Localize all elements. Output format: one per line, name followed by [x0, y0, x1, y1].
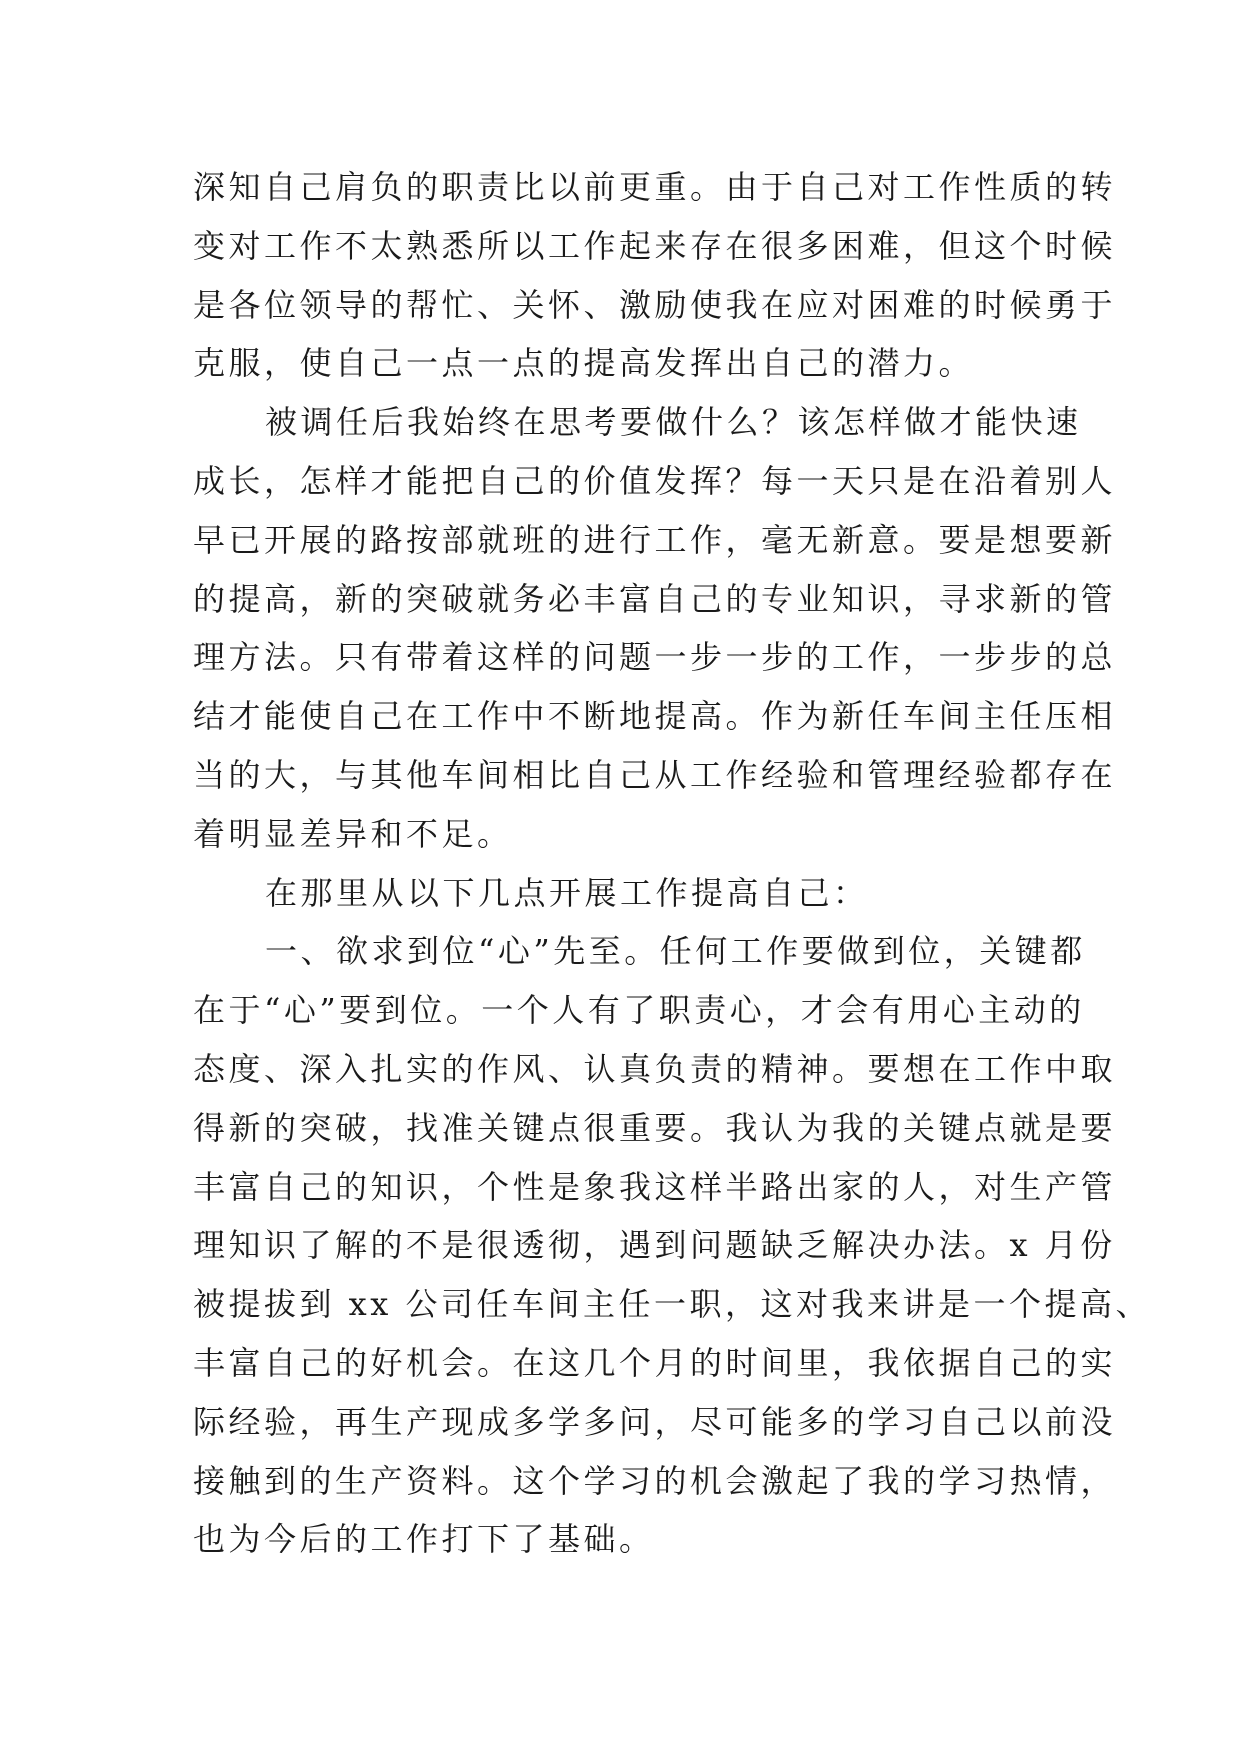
- text-line: 深知自己肩负的职责比以前更重。由于自己对工作性质的转: [193, 168, 1117, 206]
- text-line: 变对工作不太熟悉所以工作起来存在很多困难，但这个时候: [193, 226, 1117, 265]
- text-line: 理知识了解的不是很透彻，遇到问题缺乏解决办法。x 月份: [193, 1226, 1116, 1265]
- text-line: 丰富自己的好机会。在这几个月的时间里，我依据自己的实: [193, 1343, 1117, 1382]
- text-line: 着明显差异和不足。: [193, 814, 513, 853]
- text-line: 早已开展的路按部就班的进行工作，毫无新意。要是想要新: [193, 520, 1117, 559]
- text-line: 接触到的生产资料。这个学习的机会激起了我的学习热情，: [193, 1461, 1117, 1500]
- text-line: 也为今后的工作打下了基础。: [193, 1520, 655, 1559]
- text-line: 理方法。只有带着这样的问题一步一步的工作，一步步的总: [193, 638, 1117, 677]
- text-line: 得新的突破，找准关键点很重要。我认为我的关键点就是要: [193, 1108, 1117, 1147]
- text-line: 克服，使自己一点一点的提高发挥出自己的潜力。: [193, 344, 975, 383]
- text-line: 被提拔到 xx 公司任车间主任一职，这对我来讲是一个提高、: [193, 1285, 1151, 1324]
- paragraph-first-line: 被调任后我始终在思考要做什么？该怎样做才能快速: [265, 403, 1082, 442]
- text-line: 的提高，新的突破就务必丰富自己的专业知识，寻求新的管: [193, 579, 1117, 618]
- text-line: 态度、深入扎实的作风、认真负责的精神。要想在工作中取: [193, 1049, 1117, 1088]
- text-line: 际经验，再生产现成多学多问，尽可能多的学习自己以前没: [193, 1402, 1117, 1441]
- text-line: 是各位领导的帮忙、关怀、激励使我在应对困难的时候勇于: [193, 285, 1117, 324]
- text-line: 成长，怎样才能把自己的价值发挥？每一天只是在沿着别人: [193, 461, 1117, 500]
- body-text: [193, 158, 1151, 1569]
- text-line: 在于“心”要到位。一个人有了职责心，才会有用心主动的: [193, 991, 1085, 1030]
- paragraph-first-line: 一、欲求到位“心”先至。任何工作要做到位，关键都: [265, 932, 1086, 971]
- paragraph-first-line: 在那里从以下几点开展工作提高自己：: [265, 873, 869, 912]
- text-line: 当的大，与其他车间相比自己从工作经验和管理经验都存在: [193, 755, 1117, 794]
- text-line: 丰富自己的知识，个性是象我这样半路出家的人，对生产管: [193, 1167, 1117, 1206]
- text-line: 结才能使自己在工作中不断地提高。作为新任车间主任压相: [193, 697, 1117, 736]
